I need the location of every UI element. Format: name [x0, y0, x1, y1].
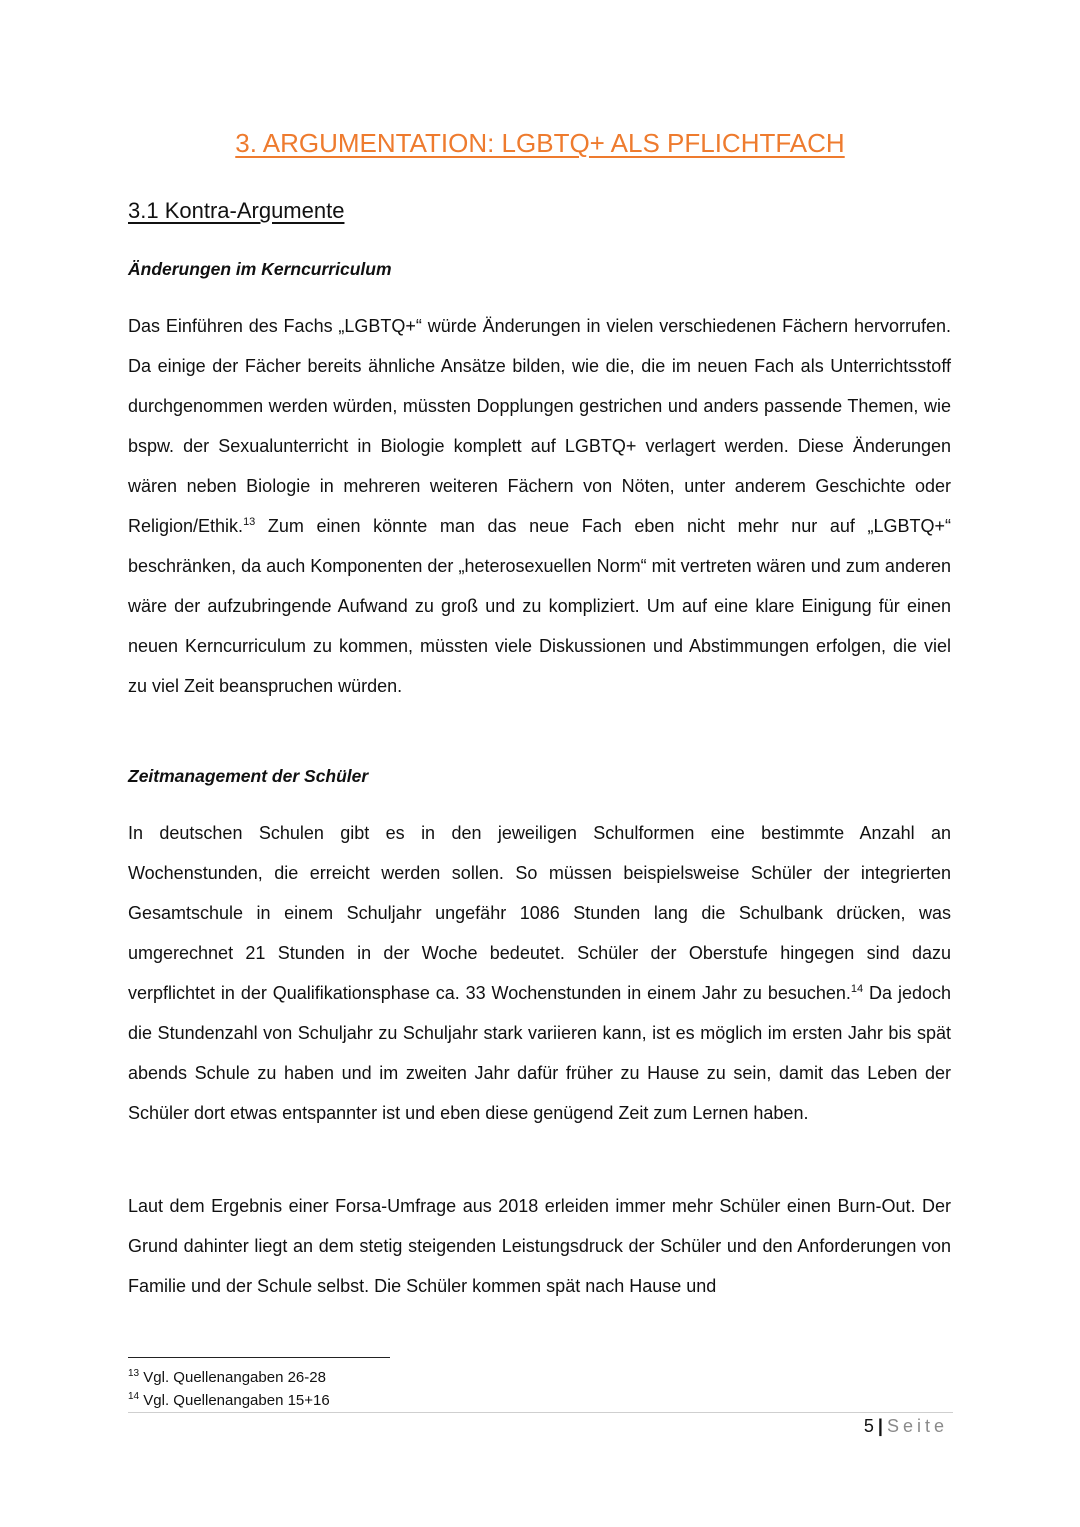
footer-divider [128, 1412, 953, 1413]
footnote-text: Vgl. Quellenangaben 15+16 [143, 1392, 330, 1409]
footnote-divider [128, 1357, 390, 1358]
chapter-title: 3. ARGUMENTATION: LGBTQ+ ALS PFLICHTFACH [235, 128, 845, 158]
paragraph-text: Zum einen könnte man das neue Fach eben nicht mehr nur auf „LGBTQ+“ beschränken, da auch Komponenten der „heterosexuellen Norm“ mit vertreten wären und zum anderen wäre der aufzubringende Aufwand zu groß und zu kompliziert. Um auf eine klare Einigung für einen neuen Kerncurriculum zu kommen, müssten viele Diskussionen und Abstimmungen erfolgen, die viel zu viel Zeit beanspruchen würden. [128, 516, 951, 696]
page-separator: | [877, 1416, 883, 1436]
subheading-kerncurriculum: Änderungen im Kerncurriculum [128, 259, 392, 279]
footnote-number: 14 [128, 1391, 140, 1402]
paragraph-text: Das Einführen des Fachs „LGBTQ+“ würde Änderungen in vielen verschiedenen Fächern hervorrufen. Da einige der Fächer bereits ähnliche Ansätze bilden, wie die, die im neuen Fach als Unterrichtsstoff durchgenommen werden würden, müssten Dopplungen gestrichen und anders passende Themen, wie bspw. der Sexualunterricht in Biologie komplett auf LGBTQ+ verlagert werden. Diese Änderungen wären neben Biologie in mehreren weiteren Fächern von Nöten, unter anderem Geschichte oder Religion/Ethik. [128, 316, 951, 536]
page-label: Seite [886, 1416, 948, 1436]
footnote-item [128, 1366, 330, 1389]
footnote-ref[interactable]: 14 [850, 983, 864, 995]
paragraph-kerncurriculum [128, 306, 951, 706]
paragraph-burnout: Laut dem Ergebnis einer Forsa-Umfrage aus 2018 erleiden immer mehr Schüler einen Burn-Out. Der Grund dahinter liegt an dem stetig steigenden Leistungsdruck der Schüler und den Anforderungen von Familie und der Schule selbst. Die Schüler kommen spät nach Hause und [128, 1196, 951, 1296]
paragraph-text: Da jedoch die Stundenzahl von Schuljahr zu Schuljahr stark variieren kann, ist es möglich im ersten Jahr bis spät abends Schule zu haben und im zweiten Jahr dafür früher zu Hause zu sein, damit das Leben der Schüler dort etwas entspannter ist und eben diese genügend Zeit zum Lernen haben. [128, 983, 951, 1123]
page-number-value: 5 [863, 1416, 874, 1436]
paragraph-zeitmanagement [128, 813, 951, 1133]
footnote-number: 13 [128, 1368, 140, 1379]
footnote-text: Vgl. Quellenangaben 26-28 [143, 1369, 326, 1386]
paragraph-text: In deutschen Schulen gibt es in den jeweiligen Schulformen eine bestimmte Anzahl an Wochenstunden, die erreicht werden sollen. So müssen beispielsweise Schüler der integrierten Gesamtschule in einem Schuljahr ungefähr 1086 Stunden lang die Schulbank drücken, was umgerechnet 21 Stunden in der Woche bedeutet. Schüler der Oberstufe hingegen sind dazu verpflichtet in der Qualifikationsphase ca. 33 Wochenstunden in einem Jahr zu besuchen. [128, 823, 951, 1003]
footnotes [128, 1366, 330, 1412]
footnote-ref[interactable]: 13 [243, 516, 256, 528]
page-number [864, 1416, 948, 1437]
section-title: 3.1 Kontra-Argumente [128, 198, 345, 223]
subheading-zeitmanagement: Zeitmanagement der Schüler [128, 766, 369, 786]
footnote-item [128, 1389, 330, 1412]
